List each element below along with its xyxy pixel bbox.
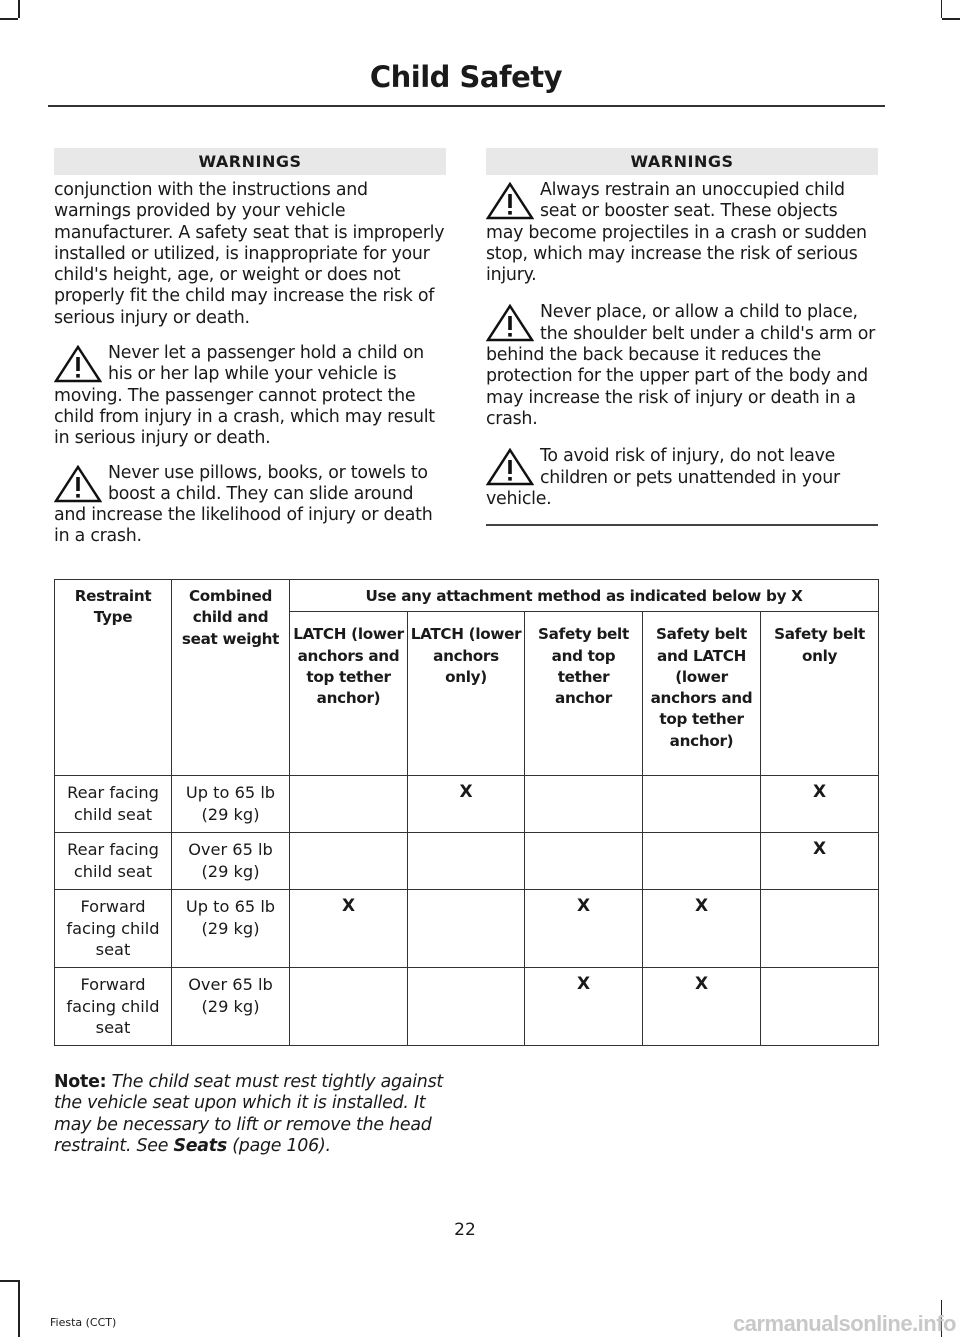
crop-mark <box>18 1280 20 1337</box>
cell-mark <box>761 890 879 968</box>
crop-mark <box>0 18 18 20</box>
table-row <box>55 968 879 1046</box>
table-row <box>55 890 879 968</box>
cell-weight: Over 65 lb (29 kg) <box>172 833 290 890</box>
note-paragraph <box>54 1072 454 1157</box>
warning-intro-text: conjunction with the instructions and warnings provided by your vehicle manufacturer. A safety seat that is improperly installed or utilized, is inappropriate for your child's height, age, or weight or does not properly fit the child may increase the risk of serious injury or death. <box>54 180 445 328</box>
cell-restraint-type: Rear facing child seat <box>55 776 172 833</box>
cell-mark <box>761 968 879 1046</box>
cell-weight: Up to 65 lb (29 kg) <box>172 890 290 968</box>
attachment-method-table <box>54 579 879 1046</box>
cell-mark <box>408 833 525 890</box>
cell-weight: Up to 65 lb (29 kg) <box>172 776 290 833</box>
model-footer: Fiesta (CCT) <box>50 1316 117 1329</box>
warning-item <box>54 343 446 449</box>
crop-mark <box>0 1280 18 1282</box>
cell-mark <box>290 968 408 1046</box>
left-column <box>54 148 446 548</box>
warnings-heading: WARNINGS <box>54 148 446 175</box>
cell-mark: X <box>525 890 643 968</box>
cell-mark: X <box>761 776 879 833</box>
warning-text: Always restrain an unoccupied child seat or booster seat. These objects may become projectiles in a crash or sudden stop, which may increase the risk of serious injury. <box>486 180 867 286</box>
crop-mark <box>941 0 943 18</box>
cell-restraint-type: Forward facing child seat <box>55 968 172 1046</box>
right-column <box>486 148 878 526</box>
table-row <box>55 833 879 890</box>
warnings-heading: WARNINGS <box>486 148 878 175</box>
header-attachment-method: Use any attachment method as indicated below by X <box>290 580 879 612</box>
cell-mark <box>290 833 408 890</box>
crop-mark <box>942 18 960 20</box>
cell-mark <box>525 776 643 833</box>
seats-reference-link[interactable]: Seats <box>173 1135 227 1156</box>
warning-triangle-icon <box>54 345 106 385</box>
note-label: Note: <box>54 1072 107 1092</box>
cell-weight: Over 65 lb (29 kg) <box>172 968 290 1046</box>
page-number: 22 <box>454 1220 476 1240</box>
cell-mark <box>408 968 525 1046</box>
header-divider <box>48 105 885 107</box>
cell-mark <box>643 833 761 890</box>
cell-mark: X <box>643 890 761 968</box>
watermark: carmanualsonline.info <box>733 1311 956 1336</box>
page-title: Child Safety <box>369 60 562 94</box>
header-method: Safety belt and top tether anchor <box>525 612 643 776</box>
warning-triangle-icon <box>486 304 538 344</box>
page-reference: (page 106). <box>232 1135 331 1156</box>
cell-mark <box>290 776 408 833</box>
warning-text: Never use pillows, books, or towels to boost a child. They can slide around and increase the likelihood of injury or death in a crash. <box>54 462 433 547</box>
warning-triangle-icon <box>486 182 538 222</box>
warning-text: To avoid risk of injury, do not leave children or pets unattended in your vehicle. <box>486 446 840 509</box>
warning-triangle-icon <box>54 465 106 505</box>
warning-text: Never let a passenger hold a child on his or her lap while your vehicle is moving. The passenger cannot protect the child from injury in a crash, which may result in serious injury or death. <box>54 343 435 449</box>
warning-item <box>486 180 878 286</box>
table-row <box>55 776 879 833</box>
cell-restraint-type: Forward facing child seat <box>55 890 172 968</box>
header-restraint-type: Restraint Type <box>55 580 172 776</box>
cell-mark: X <box>290 890 408 968</box>
cell-mark: X <box>525 968 643 1046</box>
cell-restraint-type: Rear facing child seat <box>55 833 172 890</box>
table-header-row <box>55 580 879 612</box>
header-method: Safety belt only <box>761 612 879 776</box>
warning-triangle-icon <box>486 448 538 488</box>
cell-mark: X <box>408 776 525 833</box>
warning-item <box>486 302 878 430</box>
warning-item <box>486 446 878 510</box>
cell-mark: X <box>643 968 761 1046</box>
note-text: The child seat must rest tightly against the vehicle seat upon which it is installed. It may be necessary to lift or remove the head restraint. See <box>54 1072 443 1156</box>
cell-mark <box>643 776 761 833</box>
header-method: LATCH (lower anchors only) <box>408 612 525 776</box>
warning-item <box>54 463 446 548</box>
cell-mark: X <box>761 833 879 890</box>
cell-mark <box>525 833 643 890</box>
header-method: Safety belt and LATCH (lower anchors and top tether anchor) <box>643 612 761 776</box>
warnings-end-divider <box>486 524 878 526</box>
header-method: LATCH (lower anchors and top tether anchor) <box>290 612 408 776</box>
header-combined-weight: Combined child and seat weight <box>172 580 290 776</box>
crop-mark <box>18 0 20 18</box>
cell-mark <box>408 890 525 968</box>
warning-text: Never place, or allow a child to place, the shoulder belt under a child's arm or behind the back because it reduces the protection for the upper part of the body and may increase the risk of injury or death in a crash. <box>486 302 876 429</box>
